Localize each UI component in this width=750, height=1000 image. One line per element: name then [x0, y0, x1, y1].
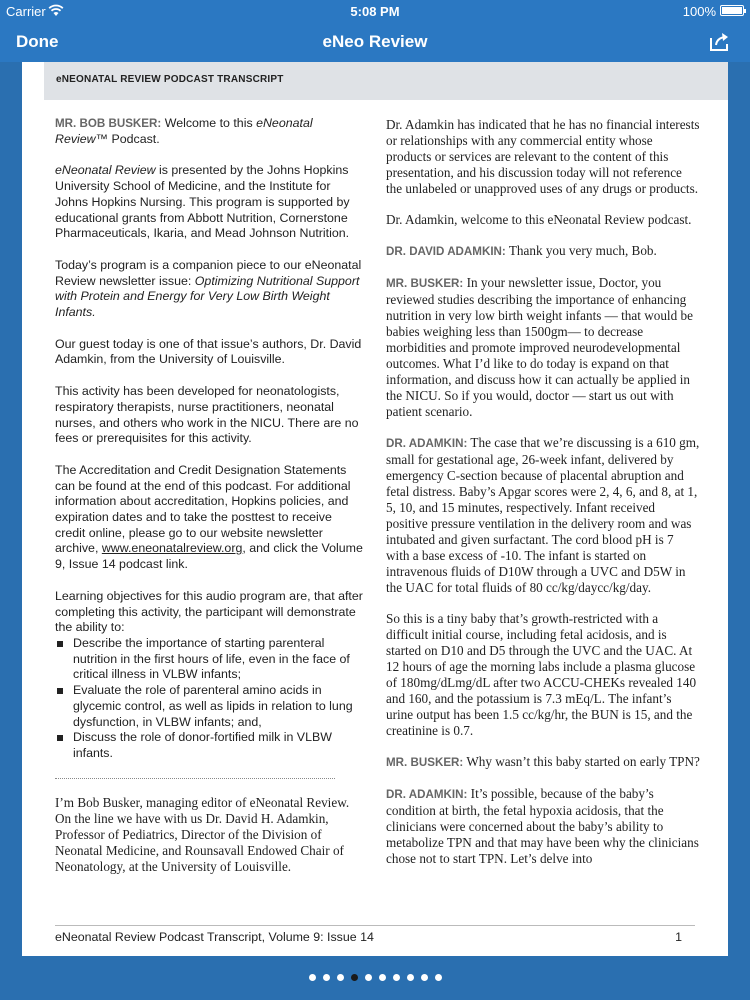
paragraph-objectives: Learning objectives for this audio program are, that after completing this activity, the participant will demonstrate the ability to: — [55, 588, 363, 635]
battery-percent: 100% — [682, 4, 716, 19]
status-bar — [0, 0, 750, 22]
paragraph-introduction: I’m Bob Busker, managing editor of eNeonatal Review. On the line we have with us Dr. David H. Adamkin, Professor of Pediatrics, Director of the Division of Neonatal Medicine, and Rounsavall Endowed Chair of Neonatology, at the University of Louisville. — [55, 794, 350, 874]
paragraph-welcome: MR. BOB BUSKER: Welcome to this eNeonatal Review™ Podcast. — [55, 116, 313, 146]
paragraph-companion: Today’s program is a companion piece to our eNeonatal Review newsletter issue: Optimizing Nutritional Support with Protein and Energy for Very Low Birth Weight Infants. — [55, 257, 362, 320]
paragraph-welcome-guest: Dr. Adamkin, welcome to this eNeonatal Review podcast. — [386, 212, 692, 227]
nav-title: eNeo Review — [322, 32, 428, 51]
page-dot[interactable] — [365, 974, 372, 981]
document-header-title: eNEONATAL REVIEW PODCAST TRANSCRIPT — [56, 74, 284, 85]
speaker-label: MR. BUSKER: — [386, 277, 464, 290]
bottom-bar — [0, 956, 750, 1000]
done-button[interactable]: Done — [16, 32, 59, 51]
footer-title: eNeonatal Review Podcast Transcript, Volume 9: Issue 14 — [55, 930, 374, 944]
page-dot[interactable] — [435, 974, 442, 981]
navigation-bar — [0, 22, 750, 62]
paragraph-thanks: DR. DAVID ADAMKIN: Thank you very much, Bob. — [386, 243, 657, 258]
paragraph-case-summary: So this is a tiny baby that’s growth-restricted with a difficult initial course, including fetal acidosis, and is started on D10 and D5 through the UVC and the UAC. At 12 hours of age the morning labs include a plasma glucose of 180mg/dLmg/dL after two ACCU-CHEKs revealed 140 and 160, and the potassium is 7.3 mEq/L. The infant’s urine output has been 1.5 cc/kg/hr, the BUN is 15, and the creatinine is 0.7. — [386, 611, 697, 738]
document-page[interactable] — [22, 62, 728, 956]
paragraph-accreditation: The Accreditation and Credit Designation Statements can be found at the end of this podcast. For additional information about accreditation, Hopkins policies, and expiration dates and to take the posttest to receive credit online, please go to our website newsletter archive, www.eneonatalreview.org, and click the Volume 9, Issue 14 podcast link. — [55, 462, 363, 572]
page-dot[interactable] — [407, 974, 414, 981]
paragraph-guest: Our guest today is one of that issue’s authors, Dr. David Adamkin, from the University of Louisville. — [55, 336, 362, 367]
page-dot[interactable] — [421, 974, 428, 981]
list-item: Evaluate the role of parenteral amino acids in glycemic control, as well as lipids in relation to lung dysfunction, in VLBW infants; and, — [55, 683, 365, 730]
paragraph-answer-2: DR. ADAMKIN: It’s possible, because of the baby’s condition at birth, the fetal hypoxia acidosis, that the clinicians were concerned about the baby’s ability to metabolize TPN and that may have been why the clinicians chose not to start TPN. Let’s delve into — [386, 786, 699, 866]
paragraph-audience: This activity has been developed for neonatologists, respiratory therapists, nurse practitioners, neonatal nurses, and others who work in the NICU. There are no fees or prerequisites for this activity. — [55, 384, 359, 446]
website-link[interactable]: www.eneonatalreview.org — [101, 541, 243, 556]
objectives-list — [55, 636, 365, 762]
speaker-label: DR. DAVID ADAMKIN: — [386, 245, 506, 258]
footer-divider — [55, 925, 695, 926]
speaker-label: DR. ADAMKIN: — [386, 437, 468, 450]
speaker-label: MR. BOB BUSKER: — [55, 117, 162, 130]
page-dot[interactable] — [309, 974, 316, 981]
page-dot[interactable] — [379, 974, 386, 981]
right-column — [386, 117, 700, 882]
share-icon[interactable] — [708, 30, 732, 54]
speaker-label: MR. BUSKER: — [386, 756, 464, 769]
page-dot[interactable] — [393, 974, 400, 981]
paragraph-disclosure: Dr. Adamkin has indicated that he has no financial interests or relationships with any commercial entity whose products or services are relevant to the content of this presentation, and his discussion today will not reference the unlabeled or unapproved uses of any drugs or products. — [386, 117, 700, 196]
paragraph-case: DR. ADAMKIN: The case that we’re discussing is a 610 gm, small for gestational age, 26-week infant, delivered by emergency C-section because of placental abruption and fetal distress. Baby’s Apgar scores were 2, 4, 6, and 8, at 1, 5, 10, and 15 minutes, respectively. Infant received positive pressure ventilation in the delivery room and was intubated and given surfactant. The cord blood pH is 7 with a base excess of -10. The infant is started on intravenous fluids of D10W through a UVC and D5W in the UAC for total fluids of 80 cc/kg/daycc/kg/day. — [386, 435, 700, 595]
clock: 5:08 PM — [350, 4, 400, 19]
left-column — [55, 116, 365, 891]
battery-icon — [720, 5, 744, 16]
divider — [55, 778, 335, 779]
page-indicator[interactable] — [0, 974, 750, 981]
paragraph-question-1: MR. BUSKER: In your newsletter issue, Doctor, you reviewed studies describing the importance of enhancing nutrition in very low birth weight infants — that would be babies weighing less than 1500gm— to decrease morbidities and promote improved neurodevelopmental outcomes. What I’d like to do today is expand on that information, and discuss how it can actually be applied in the NICU. So if you would, doctor — start us out with patient scenario. — [386, 275, 693, 419]
carrier-label: Carrier — [6, 4, 46, 19]
page-dot[interactable] — [323, 974, 330, 981]
page-number: 1 — [675, 930, 682, 944]
list-item: Describe the importance of starting parenteral nutrition in the first hours of life, even in the face of critical illness in VLBW infants; — [55, 636, 365, 683]
document-header — [44, 62, 728, 100]
paragraph-question-2: MR. BUSKER: Why wasn’t this baby started on early TPN? — [386, 754, 700, 769]
paragraph-presenters: eNeonatal Review is presented by the Johns Hopkins University School of Medicine, and the Institute for Johns Hopkins Nursing. This program is supported by educational grants from Abbott Nutrition, Cornerstone Pharmaceuticals, Ikaria, and Mead Johnson Nutrition. — [55, 163, 350, 241]
list-item: Discuss the role of donor-fortified milk in VLBW infants. — [55, 730, 365, 761]
page-dot[interactable] — [351, 974, 358, 981]
speaker-label: DR. ADAMKIN: — [386, 788, 468, 801]
page-dot[interactable] — [337, 974, 344, 981]
